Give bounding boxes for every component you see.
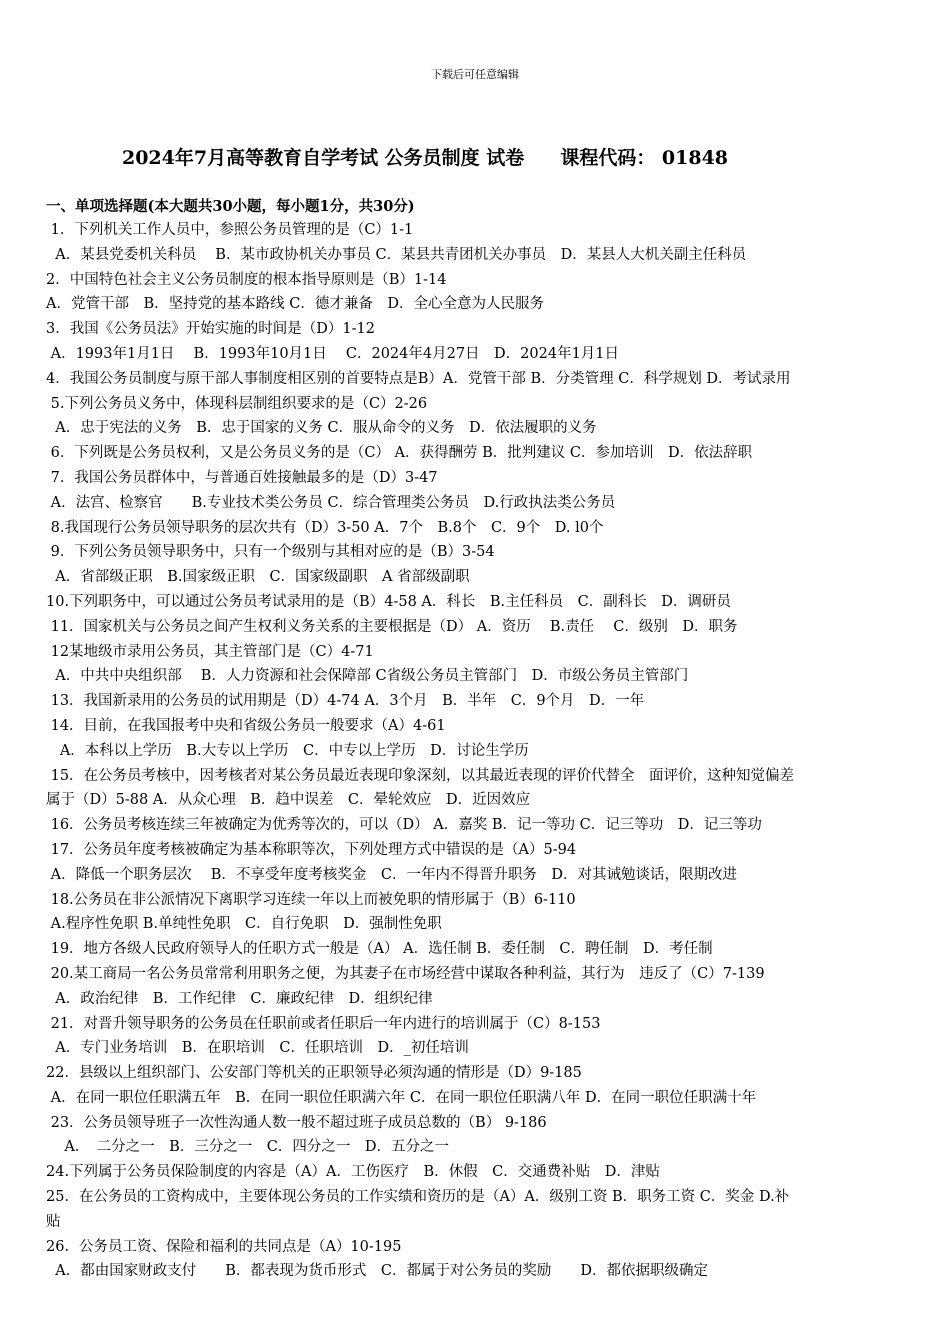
question-line: A．在同一职位任职满五年 B．在同一职位任职满六年 C．在同一职位任职满八年 D．在同一职位任职满十年	[46, 1089, 757, 1106]
question-line: A．党管干部 B．坚持党的基本路线 C．德才兼备 D．全心全意为人民服务	[46, 296, 544, 313]
question-line: 21．对晋升领导职务的公务员在任职前或者任职后一年内进行的培训属于（C）8-153	[46, 1015, 601, 1032]
question-line: A．1993年1月1日 B．1993年10月1日 C．2024年4月27日 D．2024年1月1日	[46, 345, 620, 362]
question-line: 15．在公务员考核中，因考核者对某公务员最近表现印象深刻，以其最近表现的评价代替全 面评价，这种知觉偏差	[46, 767, 795, 784]
question-line: A.程序性免职 B.单纯性免职 C．自行免职 D．强制性免职	[46, 916, 442, 933]
course-code: 课程代码： 01848	[560, 147, 729, 169]
question-line: A．都由国家财政支付 B．都表现为货币形式 C．都属于对公务员的奖励 D．都依据职级确定	[46, 1263, 709, 1280]
question-line: A．某县党委机关科员 B．某市政协机关办事员 C．某县共青团机关办事员 D．某县人大机关副主任科员	[46, 246, 747, 263]
question-line: 10.下列职务中，可以通过公务员考试录用的是（B）4-58 A．科长 B.主任科员 C．副科长 D．调研员	[46, 593, 731, 610]
question-line: 14．目前，在我国报考中央和省级公务员一般要求（A）4-61	[46, 717, 446, 734]
question-line: A． 二分之一 B．三分之一 C．四分之一 D．五分之一	[46, 1139, 450, 1156]
question-line: 1．下列机关工作人员中，参照公务员管理的是（C）1-1	[46, 222, 414, 238]
question-line: 13．我国新录用的公务员的试用期是（D）4-74 A．3个月 B．半年 C．9个月 D．一年	[46, 693, 645, 710]
question-line: A．省部级正职 B.国家级正职 C．国家级副职 A 省部级副职	[46, 569, 470, 586]
question-line: 属于（D）5-88 A．从众心理 B．趋中误差 C．晕轮效应 D．近因效应	[46, 792, 531, 809]
question-line: 9．下列公务员领导职务中，只有一个级别与其相对应的是（B）3-54	[46, 544, 495, 561]
question-line: 18.公务员在非公派情况下离职学习连续一年以上而被免职的情形属于（B）6-110	[46, 891, 576, 908]
question-line: 22．县级以上组织部门、公安部门等机关的正职领导必须沟通的情形是（D）9-185	[46, 1065, 582, 1082]
question-line: 24.下列属于公务员保险制度的内容是（A）A．工伤医疗 B．休假 C．交通费补贴 D．津贴	[46, 1164, 660, 1181]
question-line: 19．地方各级人民政府领导人的任职方式一般是（A） A．选任制 B．委任制 C．聘任制 D．考任制	[46, 941, 713, 958]
question-line: 23．公务员领导班子一次性沟通人数一般不超过班子成员总数的（B） 9-186	[46, 1114, 547, 1131]
question-line: 5.下列公务员义务中，体现科层制组织要求的是（C）2-26	[46, 395, 428, 412]
question-line: 16．公务员考核连续三年被确定为优秀等次的，可以（D） A．嘉奖 B．记一等功 C．记三等功 D．记三等功	[46, 817, 762, 834]
question-line: A．中共中央组织部 B．人力资源和社会保障部 C省级公务员主管部门 D．市级公务员主管部门	[46, 668, 689, 685]
question-line: 7．我国公务员群体中，与普通百姓接触最多的是（D）3-47	[46, 469, 438, 486]
question-line: 17．公务员年度考核被确定为基本称职等次，下列处理方式中错误的是（A）5-94	[46, 841, 577, 858]
question-line: A．法宫、检察官 B.专业技术类公务员 C．综合管理类公务员 D.行政执法类公务员	[46, 494, 616, 511]
question-line: A．忠于宪法的义务 B．忠于国家的义务 C．服从命令的义务 D．依法履职的义务	[46, 420, 597, 437]
question-line: 20.某工商局一名公务员常常利用职务之便，为其妻子在市场经营中谋取各种利益，其行为 违反了（C）7-139	[46, 965, 765, 982]
question-line: 3．我国《公务员法》开始实施的时间是（D）1-12	[46, 321, 375, 338]
document-title	[0, 143, 850, 170]
title-main: 2024年7月高等教育自学考试 公务员制度 试卷	[121, 147, 525, 169]
question-line: A．本科以上学历 B.大专以上学历 C．中专以上学历 D．讨论生学历	[46, 742, 529, 759]
question-list	[46, 218, 906, 1284]
question-line: A．政治纪律 B．工作纪律 C．廉政纪律 D．组织纪律	[46, 990, 433, 1007]
question-line: 6．下列既是公务员权利，又是公务员义务的是（C） A．获得酬劳 B．批判建议 C．参加培训 D．依法辞职	[46, 445, 753, 462]
question-line: 26．公务员工资、保险和福利的共同点是（A）10-195	[46, 1238, 402, 1255]
question-line: 贴	[46, 1213, 61, 1230]
question-line: A．专门业务培训 B．在职培训 C．任职培训 D．_初任培训	[46, 1040, 469, 1057]
header-note: 下载后可任意编辑	[431, 68, 519, 81]
question-line: 25．在公务员的工资构成中，主要体现公务员的工作实绩和资历的是（A）A．级别工资 B．职务工资 C．奖金 D.补	[46, 1189, 790, 1206]
question-line: 4．我国公务员制度与原干部人事制度相区别的首要特点是B）A．党管干部 B．分类管理 C．科学规划 D．考试录用	[46, 370, 791, 387]
question-line: 2．中国特色社会主义公务员制度的根本指导原则是（B）1-14	[46, 271, 447, 288]
question-line: A．降低一个职务层次 B．不享受年度考核奖金 C．一年内不得晋升职务 D．对其诫勉谈话，限期改进	[46, 866, 738, 883]
question-line: 11．国家机关与公务员之间产生权利义务关系的主要根据是（D） A．资历 B.责任 C．级别 D．职务	[46, 618, 738, 635]
section-heading: 一、单项选择题(本大题共30小题，每小题1分，共30分)	[46, 198, 415, 215]
question-line: 8.我国现行公务员领导职务的层次共有（D）3-50 A．7个 B.8个 C．9个 D. l0个	[46, 519, 604, 536]
question-line: 12某地级市录用公务员，其主管部门是（C）4-71	[46, 643, 374, 660]
